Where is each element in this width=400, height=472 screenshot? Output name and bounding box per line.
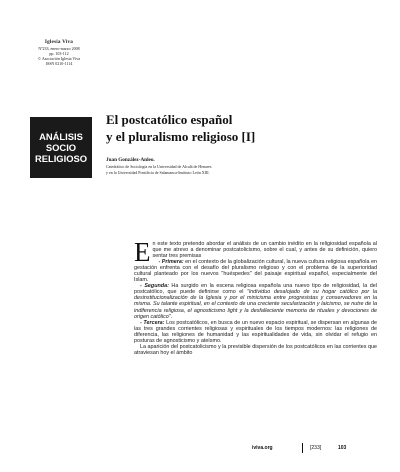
page-number: 103 [338,445,347,451]
premise-label: - Primera: [158,259,184,266]
journal-name: Iglesia Viva [44,39,74,45]
paragraph-continuation: La aparición del postcatolicismo y la previsible dispersión de los postcatólicos en las corrientes que atraviesan hoy el ámbito [134,343,377,356]
premise-label: - Segunda: [140,283,169,290]
footer-divider [302,443,303,453]
page-footer [244,443,390,453]
footer-site: iviva.org [252,445,273,451]
section-label-line2: SOCIO [45,142,77,153]
article-body [134,237,377,356]
publication-meta [24,40,94,66]
author-affiliation [106,164,376,176]
article-title [106,111,376,145]
article-author: Juan González-Anleo. [106,157,155,163]
article-title-line2: y el pluralismo religioso [I] [106,129,256,144]
paragraph-third-premise [134,320,377,344]
issue-info: Nº233, enero-marzo 2008 [38,46,80,51]
section-label-line1: ANÁLISIS [39,131,83,142]
premise-text: Los postcatólicos, en busca de un nuevo espacio espiritual, se dispersan en algunas de las tres grandes corrientes religiosas y espirituales de los tiempos modernos: las religiones de diferencia, las religiones de humanidad y las espiritualidades de vida, sin olvidar el refugio en posturas de agnosticismo y ateísmo. [134,319,377,344]
section-label-box [30,117,92,178]
paragraph-first-premise [134,259,377,283]
section-label-line3: RELIGIOSO [34,153,88,164]
affiliation-line2: y en la Universidad Pontificia de Salamanca-Instituto León XIII. [106,170,210,175]
article-title-line1: El postcatólico español [106,112,233,127]
copyright-line: © Asociación Iglesia Viva [38,56,80,61]
footer-issue-page: [233] [310,445,322,451]
premise-text: Ha surgido en la escena religiosa española una nuevo tipo de religiosidad, la del postcatólico, que puede definirse como el [134,283,377,296]
premise-quote: "individuo desalojado de su hogar católico por la desinstitucionalización de la Iglesia y por el minicisma entre progresistas y conservadores en la misma. Su talante espiritual, en el contexto de una creciente secularización y laicismo, se nutre de la indiferencia religiosa, el agnosticismo light y la desfalleciente memoria de rituales y devociones de origen católico" [134,289,377,320]
paragraph-intro-text: n este texto pretendo abordar el análisis de un cambio inédito en la religiosidad española al que me atrevo a denominar postcatolicismo, sobre el cual, y antes de su definición, quiero sentar tres premisas [152,241,377,260]
premise-label: - Tercera: [140,319,165,326]
paragraph-second-premise [134,283,377,319]
premise-text-end: . [170,313,173,320]
drop-cap: E [134,237,151,267]
issn-line: ISSN 0210-1114 [45,61,73,66]
premise-text: en el contexto de la globalización cultural, la nueva cultura religiosa española en gestación enfrenta con el desafío del pluralismo religioso y con el problema de la superioridad cultural planteado por los nuevos "huéspedes" del paisaje espiritual español, especialmente del Islam. [134,259,377,284]
affiliation-line1: Catedrático de Sociología en la Universidad de Alcalá de Henares [106,164,212,169]
page-range: pp. 103-112 [49,51,69,56]
